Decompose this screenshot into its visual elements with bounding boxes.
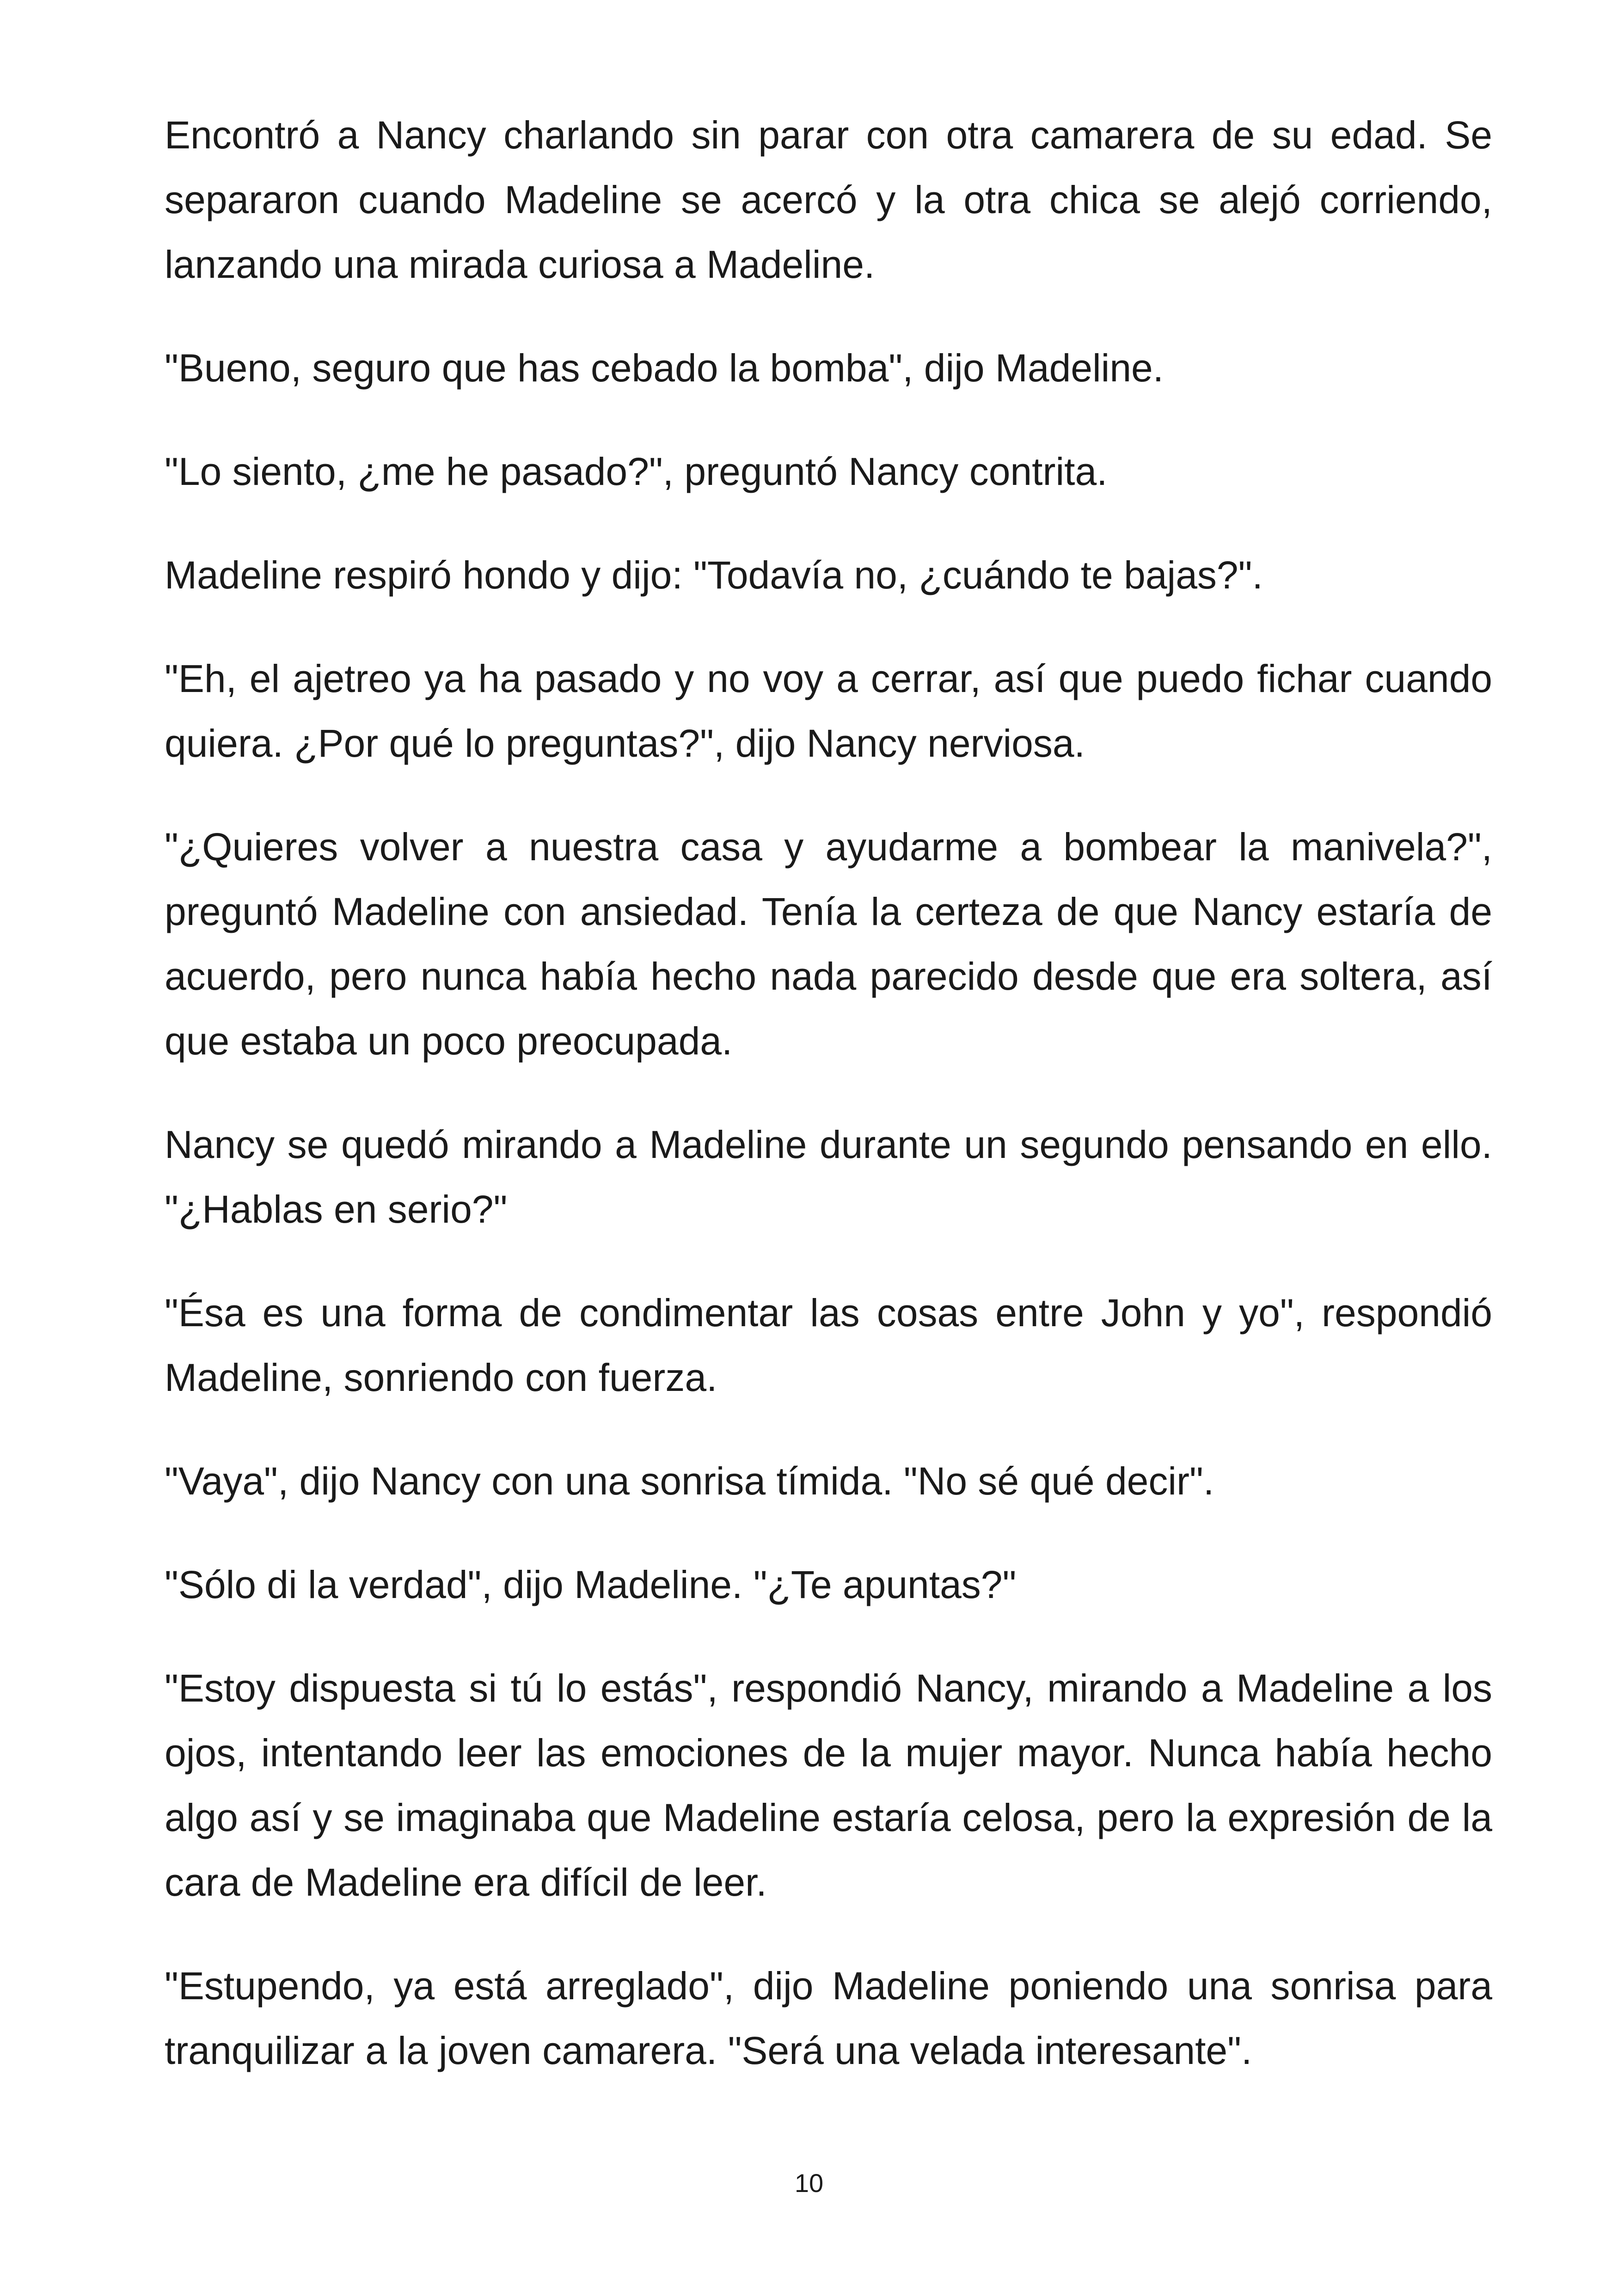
paragraph: "Sólo di la verdad", dijo Madeline. "¿Te apuntas?" [165,1563,1017,1606]
paragraph: "Eh, el ajetreo ya ha pasado y no voy a cerrar, así que puedo fichar cuando quiera. ¿Por qué lo preguntas?", dijo Nancy nerviosa. [165,657,1492,765]
paragraph: "Ésa es una forma de condimentar las cosas entre John y yo", respondió Madeline, sonriendo con fuerza. [165,1291,1492,1399]
page-number: 10 [794,2168,824,2198]
paragraph: "Vaya", dijo Nancy con una sonrisa tímida. "No sé qué decir". [165,1459,1214,1503]
paragraph: "¿Quieres volver a nuestra casa y ayudarme a bombear la manivela?", preguntó Madeline con ansiedad. Tenía la certeza de que Nancy estaría de acuerdo, pero nunca había hecho nada parecido desde que era soltera, así que estaba un poco preocupada. [165,825,1492,1063]
body-text [165,103,1492,2122]
paragraph: "Bueno, seguro que has cebado la bomba", dijo Madeline. [165,346,1164,390]
paragraph: Encontró a Nancy charlando sin parar con otra camarera de su edad. Se separaron cuando Madeline se acercó y la otra chica se alejó corriendo, lanzando una mirada curiosa a Madeline. [165,113,1492,286]
paragraph: "Estoy dispuesta si tú lo estás", respondió Nancy, mirando a Madeline a los ojos, intentando leer las emociones de la mujer mayor. Nunca había hecho algo así y se imaginaba que Madeline estaría celosa, pero la expresión de la cara de Madeline era difícil de leer. [165,1666,1492,1904]
paragraph: Nancy se quedó mirando a Madeline durante un segundo pensando en ello. "¿Hablas en serio?" [165,1123,1492,1231]
paragraph: "Lo siento, ¿me he pasado?", preguntó Nancy contrita. [165,450,1108,493]
paragraph: Madeline respiró hondo y dijo: "Todavía no, ¿cuándo te bajas?". [165,553,1263,597]
paragraph: "Estupendo, ya está arreglado", dijo Madeline poniendo una sonrisa para tranquilizar a la joven camarera. "Será una velada interesante". [165,1964,1492,2072]
